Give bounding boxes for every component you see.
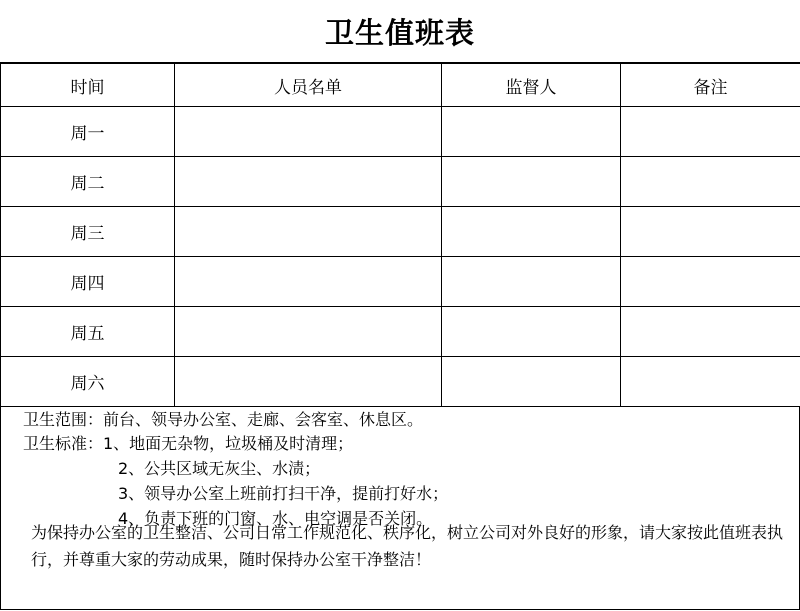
table-row <box>1 307 800 357</box>
day-cell: 周二 <box>1 157 175 207</box>
supervisor-cell[interactable] <box>442 207 621 257</box>
supervisor-cell[interactable] <box>442 307 621 357</box>
hygiene-standard-3: 3、领导办公室上班前打扫干净，提前打好水； <box>118 484 449 503</box>
supervisor-cell[interactable] <box>442 157 621 207</box>
table-row <box>1 157 800 207</box>
staff-cell[interactable] <box>175 207 442 257</box>
staff-cell[interactable] <box>175 107 442 157</box>
remark-cell[interactable] <box>621 257 800 307</box>
supervisor-cell[interactable] <box>442 257 621 307</box>
table-row <box>1 107 800 157</box>
supervisor-cell[interactable] <box>442 107 621 157</box>
hygiene-standard-1: 卫生标准：1、地面无杂物，垃圾桶及时清理； <box>23 434 354 453</box>
table-header-row <box>1 63 800 107</box>
day-cell: 周五 <box>1 307 175 357</box>
table-row <box>1 207 800 257</box>
notes-section <box>0 406 800 610</box>
hygiene-scope-text: 卫生范围：前台、领导办公室、走廊、会客室、休息区。 <box>23 410 424 429</box>
roster-table <box>0 62 800 407</box>
day-cell: 周四 <box>1 257 175 307</box>
remark-cell[interactable] <box>621 107 800 157</box>
day-cell: 周六 <box>1 357 175 407</box>
table-row <box>1 357 800 407</box>
remark-cell[interactable] <box>621 207 800 257</box>
hygiene-standard-2: 2、公共区域无灰尘、水渍； <box>118 459 321 478</box>
header-time: 时间 <box>1 63 175 107</box>
day-cell: 周一 <box>1 107 175 157</box>
staff-cell[interactable] <box>175 257 442 307</box>
header-remark: 备注 <box>621 63 800 107</box>
page-title: 卫生值班表 <box>324 16 475 50</box>
supervisor-cell[interactable] <box>442 357 621 407</box>
remark-cell[interactable] <box>621 157 800 207</box>
staff-cell[interactable] <box>175 157 442 207</box>
table-row <box>1 257 800 307</box>
header-supervisor: 监督人 <box>442 63 621 107</box>
header-staff-list: 人员名单 <box>175 63 442 107</box>
hygiene-standard-4: 4、负责下班的门窗、水、电空调是否关闭。 <box>118 509 433 528</box>
remark-cell[interactable] <box>621 357 800 407</box>
staff-cell[interactable] <box>175 357 442 407</box>
remark-cell[interactable] <box>621 307 800 357</box>
day-cell: 周三 <box>1 207 175 257</box>
closing-paragraph: 为保持办公室的卫生整洁、公司日常工作规范化、秩序化，树立公司对外良好的形象，请大家按此值班表执行，并尊重大家的劳动成果，随时保持办公室干净整洁！ <box>31 523 784 569</box>
staff-cell[interactable] <box>175 307 442 357</box>
